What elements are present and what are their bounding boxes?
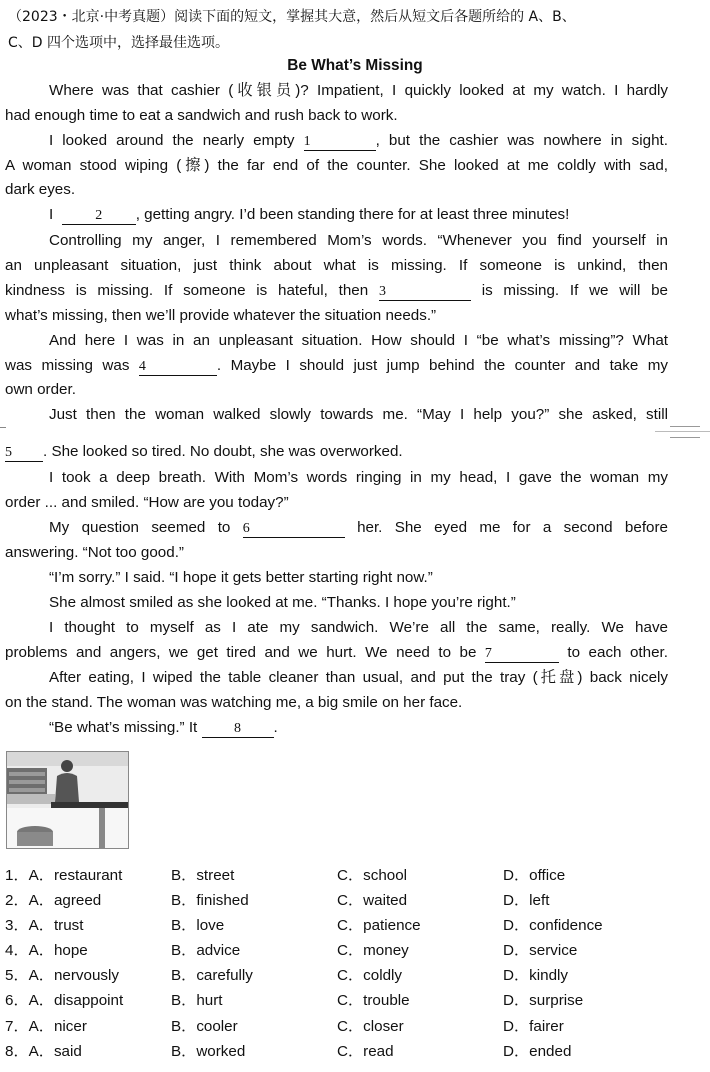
option-a[interactable]: A．disappoint	[28, 992, 124, 1010]
passage-line: “I’m sorry.” I said. “I hope it gets better starting right now.”	[49, 569, 433, 586]
passage-line	[5, 354, 668, 379]
photo-drawing	[7, 752, 128, 848]
passage-line	[5, 716, 668, 741]
page-cut-line	[0, 427, 6, 428]
option-a[interactable]: A．nervously	[28, 967, 119, 985]
passage-line	[5, 129, 668, 154]
option-c[interactable]: C．waited	[337, 892, 408, 910]
question-row-5	[5, 964, 705, 989]
passage-line	[5, 516, 668, 541]
option-b[interactable]: B．love	[171, 917, 225, 935]
text: , getting angry. I’d been standing there for at least three minutes!	[135, 206, 570, 223]
option-d[interactable]: D．kindly	[503, 967, 568, 985]
blank-6: 6	[243, 521, 345, 538]
passage-line: own order.	[5, 381, 76, 399]
option-b[interactable]: B．hurt	[171, 992, 223, 1010]
option-b[interactable]: B．carefully	[171, 967, 253, 985]
question-number: 1．A．restaurant	[5, 867, 123, 884]
option-a[interactable]: A．trust	[28, 917, 84, 935]
text: , but the cashier was nowhere in sight.	[375, 132, 668, 149]
option-c[interactable]: C．closer	[337, 1017, 404, 1035]
blank-8: 8	[202, 721, 274, 738]
question-row-8	[5, 1040, 705, 1065]
option-c[interactable]: C．coldly	[337, 967, 402, 985]
option-d[interactable]: D．office	[503, 867, 566, 884]
passage-line	[5, 279, 668, 304]
option-b[interactable]: B．advice	[171, 942, 241, 960]
text: I	[49, 206, 54, 223]
text: . She looked so tired. No doubt, she was overworked.	[43, 443, 403, 460]
passage-line: I thought to myself as I ate my sandwich. We’re all the same, really. We have	[49, 619, 668, 636]
option-a[interactable]: A．hope	[28, 942, 88, 960]
question-number: 7．A．nicer	[5, 1017, 87, 1035]
option-b[interactable]: B．cooler	[171, 1017, 238, 1035]
option-a[interactable]: A．nicer	[28, 1017, 87, 1035]
passage-title: Be What’s Missing	[287, 57, 423, 74]
question-row-7	[5, 1015, 705, 1040]
option-a[interactable]: A．said	[28, 1042, 82, 1060]
passage-line: an unpleasant situation, just think about what is missing. If someone is unkind, then	[5, 256, 668, 274]
passage-line: Controlling my anger, I remembered Mom’s words. “Whenever you find yourself in	[49, 232, 668, 249]
text: was missing was	[5, 356, 130, 374]
header-line-2: C、D 四个选项中，选择最佳选项。	[8, 35, 230, 51]
option-a[interactable]: A．restaurant	[28, 867, 123, 884]
question-row-2	[5, 889, 705, 914]
question-header	[8, 4, 668, 56]
text: to each other.	[567, 643, 668, 661]
passage-line: Just then the woman walked slowly towards me. “May I help you?” she asked, still	[49, 406, 668, 423]
option-d[interactable]: D．confidence	[503, 917, 603, 935]
question-number: 5．A．nervously	[5, 967, 119, 985]
blank-4: 4	[139, 359, 217, 376]
option-c[interactable]: C．read	[337, 1042, 394, 1060]
blank-1: 1	[304, 134, 376, 151]
text: her. She eyed me for a second before	[357, 519, 668, 536]
question-row-1	[5, 864, 705, 889]
passage-line: answering. “Not too good.”	[5, 543, 184, 561]
passage-line: I took a deep breath. With Mom’s words ringing in my head, I gave the woman my	[49, 469, 668, 486]
blank-7: 7	[485, 646, 559, 663]
option-b[interactable]: B．street	[171, 867, 235, 884]
passage-line: A woman stood wiping (擦) the far end of the counter. She looked at me coldly with sad,	[5, 156, 668, 174]
passage-line: dark eyes.	[5, 181, 76, 199]
passage-line	[5, 440, 668, 465]
question-row-3	[5, 914, 705, 939]
option-c[interactable]: C．trouble	[337, 992, 410, 1010]
option-c[interactable]: C．patience	[337, 917, 421, 935]
passage-line: what’s missing, then we’ll provide whatever the situation needs.”	[5, 306, 437, 324]
question-number: 8．A．said	[5, 1042, 82, 1060]
text: I looked around the nearly empty	[49, 132, 295, 149]
answer-options	[5, 864, 705, 1065]
option-d[interactable]: D．fairer	[503, 1017, 564, 1035]
option-a[interactable]: A．agreed	[28, 892, 102, 910]
text: “Be what’s missing.” It	[49, 719, 198, 736]
question-row-6	[5, 989, 705, 1014]
option-b[interactable]: B．finished	[171, 892, 249, 910]
text: kindness is missing. If someone is hateful, then	[5, 282, 369, 299]
page-cut-mark	[670, 426, 700, 438]
option-d[interactable]: D．left	[503, 892, 550, 910]
passage-line: After eating, I wiped the table cleaner than usual, and put the tray (托盘) back nicely	[49, 669, 668, 686]
option-b[interactable]: B．worked	[171, 1042, 246, 1060]
option-d[interactable]: D．ended	[503, 1042, 572, 1060]
text: problems and angers, we get tired and we hurt. We need to be	[5, 643, 477, 661]
passage-line: order ... and smiled. “How are you today?”	[5, 493, 289, 511]
text: is missing. If we will be	[481, 282, 668, 299]
passage-line: on the stand. The woman was watching me, a big smile on her face.	[5, 693, 463, 711]
question-row-4	[5, 939, 705, 964]
blank-5: 5	[5, 445, 43, 462]
passage-line: And here I was in an unpleasant situation. How should I “be what’s missing”? What	[49, 332, 668, 349]
passage-line: had enough time to eat a sandwich and rush back to work.	[5, 106, 398, 124]
question-number: 6．A．disappoint	[5, 992, 124, 1010]
option-c[interactable]: C．money	[337, 942, 409, 960]
blank-2: 2	[62, 208, 136, 225]
text: .	[273, 719, 278, 736]
option-d[interactable]: D．service	[503, 942, 578, 960]
question-number: 4．A．hope	[5, 942, 88, 960]
passage-line	[5, 641, 668, 666]
option-c[interactable]: C．school	[337, 867, 408, 884]
passage-line	[5, 203, 668, 228]
blank-3: 3	[379, 284, 471, 301]
header-line-1: （2023・北京·中考真题）阅读下面的短文，掌握其大意，然后从短文后各题所给的 A、B、	[8, 9, 576, 25]
passage-line: She almost smiled as she looked at me. “Thanks. I hope you’re right.”	[49, 593, 516, 611]
text: . Maybe I should just jump behind the counter and take my	[216, 356, 668, 374]
cashier-counter-photo	[6, 751, 129, 849]
option-d[interactable]: D．surprise	[503, 992, 584, 1010]
question-number: 2．A．agreed	[5, 892, 102, 910]
question-number: 3．A．trust	[5, 917, 84, 935]
text: My question seemed to	[49, 519, 231, 536]
passage-line: Where was that cashier (收银员)? Impatient, I quickly looked at my watch. I hardly	[49, 82, 668, 99]
